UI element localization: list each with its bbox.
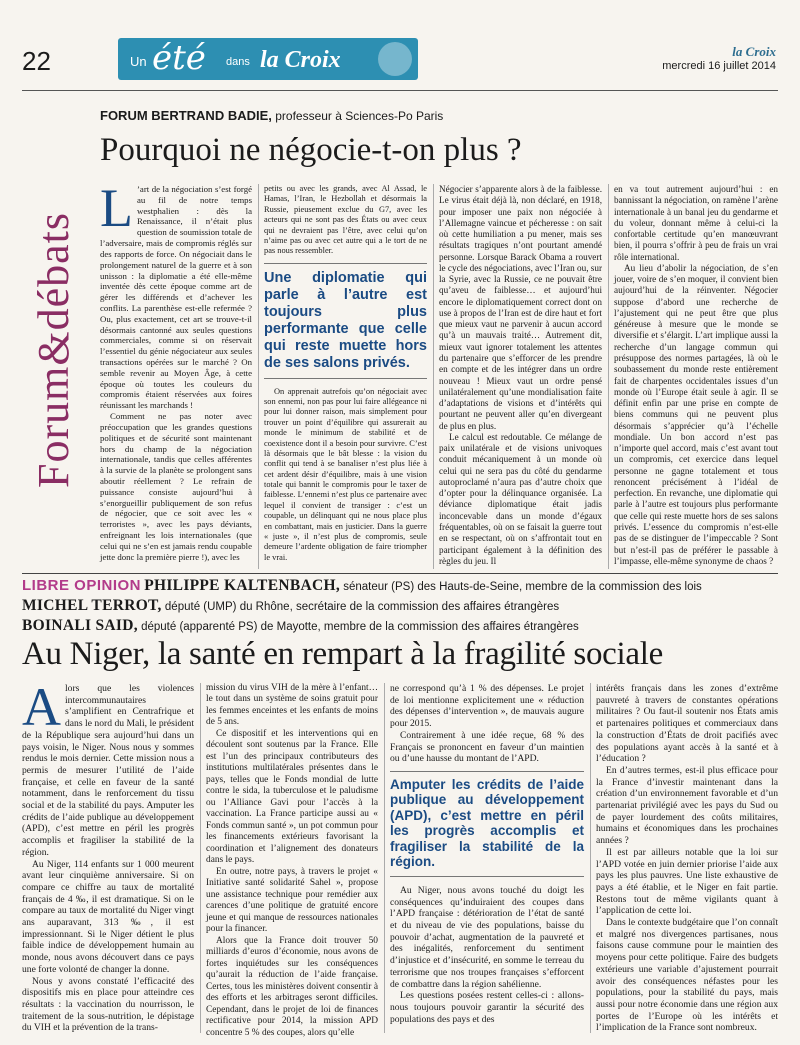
libre-opinion-label: LIBRE OPINION — [22, 577, 142, 594]
article2-byline-1 — [22, 577, 702, 595]
page-number: 22 — [22, 46, 51, 76]
banner-un: Un — [130, 54, 147, 69]
publication-date: mercredi 16 juillet 2014 — [662, 60, 776, 72]
article-separator — [22, 573, 778, 574]
paragraph: Au Niger, 114 enfants sur 1 000 meurent avant leur cinquième anniversaire. Si on compare ce chiffre au taux de mortalité français de 4 ‰, il est dramatique. Si on le compare au taux de mortalité du Niger vingt ans auparavant, 313 ‰, il est impressionnant. Si le Niger détient le plus faible indice de développement humain au monde, nous avons découvert dans ce pays une forte volonté de changer la donne. — [22, 858, 194, 975]
paragraph: en va tout autrement aujourd’hui : en bannissant la négociation, on ramène l’arène internationale à un banal jeu du gendarme et du voleur, donnant même à celui-ci la confortable certitude qu’en manœuvrant bien, il pourra s’offrir à peu de frais un vrai rôle international. — [614, 184, 778, 262]
banner-ete: été — [152, 38, 206, 78]
article1-col1 — [100, 178, 252, 562]
article2-byline-2 — [22, 597, 559, 615]
paragraph: Comment ne pas noter avec préoccupation que les grandes questions politiques et de sécurité sont maintenant hors du champ de la négociation internationale, tandis que celles afférentes à la survie de la planète se prolongent sans aboutir réellement ? Le refrain de puissance consiste aujourd’hui à s’enorgueillir publiquement de son refus de négocier, que ce soit avec les « terroristes », avec les pays déviants, enfreignant les lois internationales (que celui qui ne s’en est jamais rendu coupable jette donc la première pierre !), avec les — [100, 411, 252, 562]
paragraph: Au lieu d’abolir la négociation, de s’en jouer, voire de s’en moquer, il convient bien aujourd’hui de la réinventer. Négocier suppose d’abord une recherche de l’ajustement qui ne peut être que plus généreuse à mesure que le monde se diversifie et s’élargit. L’art implique aussi la recherche d’un langage commun qui présuppose des normes partagées, là où le soubassement du monde reste entièrement fait de charpentes occidentales issues d’un monde où l’Europe était seule à agir. Il se définit enfin par une prise en compte de biens communs qui ne peuvent plus désormais s’apprécier qu’à l’échelle mondiale. Un bon accord n’est pas n’importe quel accord, mais c’est avant tout un compromis, cet exercice dans lequel personne ne gagne totalement et tous renoncent précisément à l’idéal de perfection. En revanche, une diplomatie qui parle à l’autre est toujours plus performante que celle qui reste muette hors de ses salons privés. L’essence du compromis n’est-elle pas de se distinguer de l’impeccable ? Sont but n’est-il pas de préférer le passable à l’impasse, elle-même synonyme de chaos ? — [614, 262, 778, 566]
column-divider — [433, 184, 434, 569]
article2-col3 — [390, 683, 584, 1025]
author-name: PHILIPPE KALTENBACH, — [144, 577, 340, 594]
author-role: député (UMP) du Rhône, secrétaire de la commission des affaires étrangères — [161, 601, 560, 613]
newspaper-brand: la Croix — [732, 44, 776, 59]
column-divider — [384, 683, 385, 1033]
sun-icon — [378, 42, 412, 76]
article1-title: Pourquoi ne négocie-t-on plus ? — [100, 132, 522, 168]
article2-col2 — [206, 683, 378, 1039]
paragraph: ’art de la négociation s’est forgé au fil de notre temps westphalien : dès la Renaissance, il n’était plus question de soumission totale de l’adversaire, mais de compromis réglés sur des rapports de force. On négociait dans le prolongement naturel de la guerre et à son unisson : la diplomatie a été elle-même inventée dès cette époque comme art de gérer les différends et d’achever les conflits. La parenthèse est-elle refermée ? Ou, plus exactement, cet art se trouve-t-il désormais cantonné aux seules questions commerciales, comme si on réservait l’essentiel du génie négociateur aux seules transactions opérées sur le marché ? On semble revenir au Moyen Âge, à cette époque où toutes les couleurs du compromis étaient réservées aux foires réunissant les marchands ! — [100, 184, 252, 411]
paragraph: lors que les violences intercommunautaires s’amplifient en Centrafrique et dans le nord du Mali, le président de la République sera aujourd’hui dans un pays voisin, le Niger. Nous nous y sommes rendus le mois dernier. Cette mission nous a permis de mesurer l’utilité de l’aide française, et celle en faveur de la santé notamment, dans le renforcement du tissu social et de la stabilité du pays. Amputer les crédits de l’aide publique au développement (APD), c’est mettre en péril les progrès accomplis et fragiliser la stabilité de la région. — [22, 683, 194, 858]
article2-pull-quote: Amputer les crédits de l’aide publique au développement (APD), c’est mettre en péril les progrès accomplis et fragiliser la stabilité de la région. — [390, 776, 584, 870]
author-role: sénateur (PS) des Hauts-de-Seine, membre de la commission des lois — [340, 581, 702, 593]
paragraph: Contrairement à une idée reçue, 68 % des Français se prononcent en faveur d’un maintien ou d’une hausse du montant de l’APD. — [390, 729, 584, 765]
column-divider — [608, 184, 609, 569]
paragraph: mission du virus VIH de la mère à l’enfant… le tout dans un système de soins gratuit pour les femmes enceintes et les enfants de moins de 5 ans. — [206, 683, 378, 728]
forum-author: FORUM BERTRAND BADIE, — [100, 108, 272, 123]
author-name: BOINALI SAID, — [22, 617, 138, 634]
forum-author-role: professeur à Sciences-Po Paris — [271, 109, 444, 123]
paragraph: Ce dispositif et les interventions qui en découlent sont soutenus par la France. Elle est l’un des principaux contributeurs des institutions multilatérales présentes dans le pays, telles que le Fonds mondial de lutte contre le sida, la tuberculose et le paludisme ou l’Alliance Gavi pour l’accès à la vaccination. La France participe aussi au « Fonds commun santé », un pot commun pour les financements extérieurs favorisant la coordination et l’alignement des donateurs dans le pays. — [206, 728, 378, 866]
article2-drop-cap: A — [22, 677, 61, 737]
article1-col4 — [614, 184, 778, 567]
ete-la-croix-banner — [118, 38, 418, 80]
article2-title: Au Niger, la santé en rempart à la fragilité sociale — [22, 636, 663, 672]
column-divider — [258, 184, 259, 569]
paragraph: Alors que la France doit trouver 50 milliards d’euros d’économie, nous avons de fortes inquiétudes sur les conséquences qu’aurait la réduction de l’aide française. Certes, tous les ministères doivent consentir à des efforts et les arbitrages seront difficiles. Cependant, dans le projet de loi de finances rectificative pour 2014, la mission APD concentre 5 % des coupes, alors qu’elle — [206, 935, 378, 1038]
section-label-text: Forum&débats — [29, 212, 78, 488]
paragraph: Le calcul est redoutable. Ce mélange de paix unilatérale et de visions univoques conduit mécaniquement à un monde où celui qui ne sera pas du côté du gendarme autoproclamé n’aura pas d’autre choix que d’opter pour la délinquance organisée. La déviance diplomatique était jadis inconcevable dans un monde d’égaux fréquentables, où on se faisait la guerre tout en se respectant, où on s’affrontait tout en participant également à la définition des règles du jeu. Il — [439, 431, 602, 566]
article1-drop-cap: L — [100, 178, 133, 238]
article2-col1 — [22, 677, 194, 1034]
pull-quote-rule — [390, 876, 584, 877]
article1-col3 — [439, 184, 602, 567]
article1-pull-quote: Une diplomatie qui parle à l’autre est toujours plus performante que celle qui reste muette hors de ses salons privés. — [264, 269, 427, 371]
banner-brand: la Croix — [260, 47, 341, 73]
banner-dans: dans — [226, 56, 250, 68]
paragraph: intérêts français dans les zones d’extrême pauvreté à travers de constantes opérations militaires ? Ou faut-il soutenir nos États amis et partenaires politiques et commerciaux dans la construction d’États de droit pacifiés avec des populations ayant accès à la santé et à l’éducation ? — [596, 683, 778, 765]
paragraph: Les questions posées restent celles-ci : allons-nous toujours pouvoir garantir la sécurité des populations des pays et des — [390, 990, 584, 1025]
paragraph: En d’autres termes, est-il plus efficace pour la France d’investir maintenant dans la création d’un environnement favorable et d’un partenariat privilégié avec les pays du Sud ou de payer lourdement des coûts militaires, humains et économiques dans les prochaines années ? — [596, 764, 778, 847]
paragraph: On apprenait autrefois qu’on négociait avec son ennemi, non pas pour lui faire allégeance ni pour lui donner raison, mais simplement pour trouver un point d’équilibre qui assurerait au monde le minimum de stabilité et de coexistence dont il a besoin pour survivre. C’est là désormais que le bât blesse : la vision du conflit qui tend à se banaliser n’est plus liée à cet ardent désir d’équilibre, mais à une vision totale qui bannit le compromis pour le taxer de faiblesse. L’ennemi n’est plus ce partenaire avec lequel il convient de transiger : c’est un coupable, un délinquant qui ne nous place plus en combattant, mais en justicier. Dans la guerre « juste », il n’est plus de compromis, seule demeure l’ardente obligation de faire triompher le vrai. — [264, 386, 427, 562]
forum-byline — [100, 108, 443, 123]
article2-col4 — [596, 683, 778, 1034]
column-divider — [590, 683, 591, 1033]
article2-byline-3 — [22, 617, 579, 635]
column-divider — [200, 683, 201, 1033]
author-name: MICHEL TERROT, — [22, 597, 162, 614]
article1-col2 — [264, 184, 427, 563]
header-rule — [22, 90, 778, 91]
paragraph: Au Niger, nous avons touché du doigt les conséquences qu’induiraient des coupes dans l’APD française : détérioration de l’état de santé et du niveau de vie des populations, baisse du pouvoir d’achat, augmentation de la pauvreté et des inégalités, renforcement du sentiment d’injustice et d’insécurité, en somme le terreau du terrorisme que nos troupes françaises s’efforcent de combattre dans la région sahélienne. — [390, 884, 584, 990]
paragraph: Négocier s’apparente alors à de la faiblesse. Le virus était déjà là, non déclaré, en 1918, pour imposer une paix non négociée à l’Allemagne vaincue et pécheresse : on sait où cette humiliation a pu mener, mais ses résultats tragiques n’ont pourtant amendé personne. Lorsque Barack Obama a rouvert le cycle des négociations, avec l’Iran ou, sur la Syrie, avec la Russie, ce ne pouvait être qu’aveu de faiblesse… et aujourd’hui encore le diplomatiquement correct dont on use à propos de l’Iran est de dire haut et fort que mieux vaut ne parvenir à aucun accord qu’à un mauvais traité… Autrement dit, mieux vaut ignorer totalement les attentes du partenaire que s’efforcer de les prendre en compte et de les intégrer dans un ordre nouveau ! Mieux vaut un ordre pensé unilatéralement qu’une mondialisation faite d’adaptations de visions et d’intérêts qui pourtant ne peuvent aller qu’en divergeant de plus en plus. — [439, 184, 603, 431]
paragraph: Nous y avons constaté l’efficacité des dispositifs mis en place pour atteindre ces résultats : la vaccination du nourrisson, le traitement de la sous-nutrition, le dépistage du VIH et la prévention de la trans- — [22, 975, 194, 1034]
pull-quote-rule — [264, 378, 427, 379]
pull-quote-rule — [390, 771, 584, 772]
paragraph: En outre, notre pays, à travers le projet « Initiative santé solidarité Sahel », propose une assistance technique pour remédier aux carences d’une politique de gratuité encore jeune et qui manque de ressources nationales pour la financer. — [206, 866, 378, 935]
paragraph: Dans le contexte budgétaire que l’on connaît et malgré nos divergences partisanes, nous faisons cause commune pour le maintien des moyens pour cette politique. Faire des budgets extérieurs une variable d’ajustement pourrait avoir des conséquences néfastes pour les populations, pour la stabilité du pays, mais aussi pour notre économie dans une région aux portes de l’Europe où les intérêts et l’implication de la France sont nombreux. — [596, 917, 778, 1034]
paragraph: ne correspond qu’à 1 % des dépenses. Le projet de loi mentionne explicitement une « réduction des dépenses d’intervention », de mauvais augure pour 2015. — [390, 683, 584, 730]
paragraph: Il est par ailleurs notable que la loi sur l’APD votée en juin dernier priorise l’aide aux pays les plus pauvres. Une liste exhaustive de pays a été établie, et le Niger en fait partie. Restons tout de même vigilants quant à l’application de cette loi. — [596, 846, 778, 917]
paragraph: petits ou avec les grands, avec Al Assad, le Hamas, l’Iran, le Hezbollah et désormais la Russie, pieusement exclue du G7, avec les acteurs qui ne sont pas des États ou avec ceux qui ne devraient pas l’être, avec celui qu’on n’aime pas ou avec cet autre qui a le tort de ne pas nous ressembler. — [264, 184, 427, 256]
author-role: député (apparenté PS) de Mayotte, membre de la commission des affaires étrangères — [137, 621, 579, 633]
pull-quote-rule — [264, 263, 427, 264]
header-right — [662, 44, 776, 72]
section-label — [28, 115, 78, 585]
